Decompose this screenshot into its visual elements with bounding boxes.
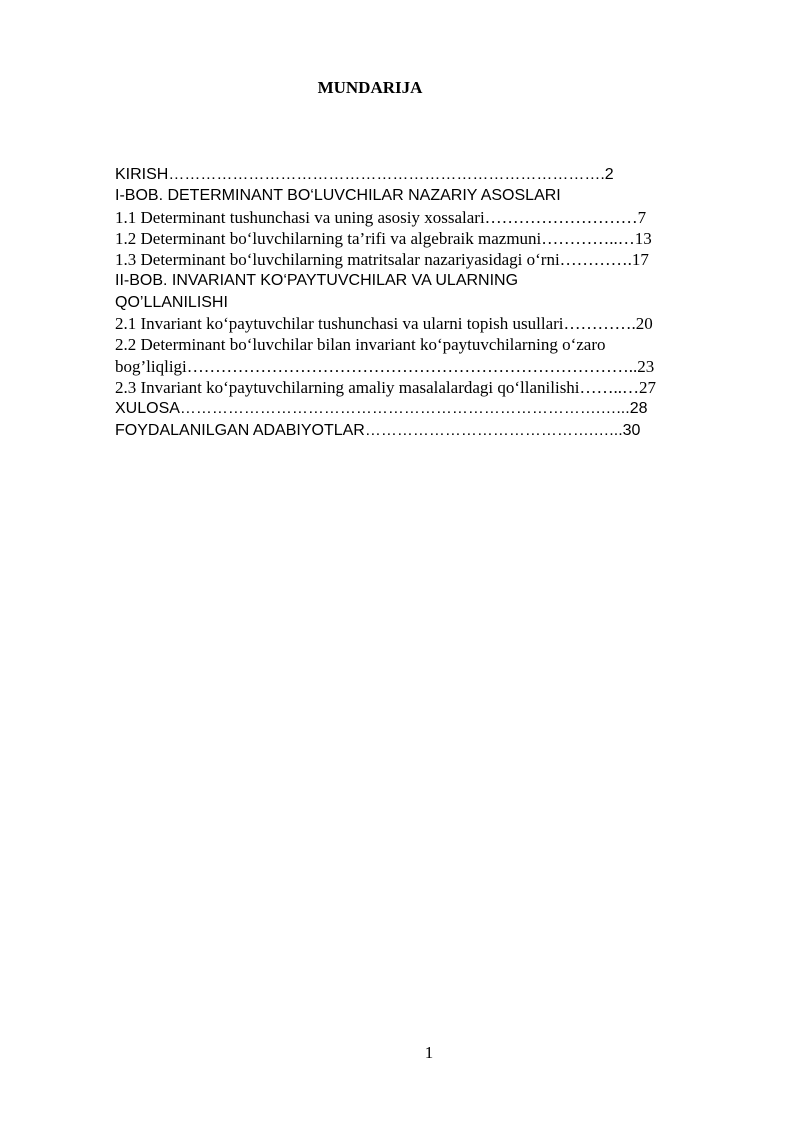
toc-heading-chapter-2[interactable]: II-BOB. INVARIANT KO‘PAYTUVCHILAR VA ULARNING xyxy=(115,272,519,290)
toc-entry-2-2[interactable]: 2.2 Determinant bo‘luvchilar bilan invariant ko‘paytuvchilarning o‘zaro xyxy=(115,335,606,355)
toc-entry-adabiyotlar[interactable]: FOYDALANILGAN ADABIYOTLAR…………………………………….…...30 xyxy=(115,421,641,439)
toc-entry-2-3[interactable]: 2.3 Invariant ko‘paytuvchilarning amaliy masalalardagi qo‘llanilishi……..…27 xyxy=(115,377,657,397)
page-number: 1 xyxy=(424,1043,434,1062)
toc-entry-2-2-cont[interactable]: bog’liqligi……………………………………………………………………..23 xyxy=(115,356,655,376)
toc-entry-2-1[interactable]: 2.1 Invariant ko‘paytuvchilar tushunchasi va ularni topish usullari………….20 xyxy=(115,314,653,334)
toc-entry-xulosa[interactable]: XULOSA…………………………………………………………………….…...28 xyxy=(115,400,648,418)
toc-entry-1-3[interactable]: 1.3 Determinant bo‘luvchilarning matritsalar nazariyasidagi o‘rni………….17 xyxy=(115,250,649,270)
toc-heading-chapter-1[interactable]: I-BOB. DETERMINANT BO‘LUVCHILAR NAZARIY ASOSLARI xyxy=(115,187,561,205)
table-of-contents xyxy=(115,164,715,441)
toc-heading-chapter-2-cont[interactable]: QO’LLANILISHI xyxy=(115,293,228,311)
page-title: MUNDARIJA xyxy=(317,78,423,97)
toc-entry-kirish[interactable]: KIRISH……………………………………………………………………….2 xyxy=(115,166,614,183)
toc-entry-1-2[interactable]: 1.2 Determinant bo‘luvchilarning ta’rifi va algebraik mazmuni…………..…13 xyxy=(115,228,652,248)
toc-entry-1-1[interactable]: 1.1 Determinant tushunchasi va uning asosiy xossalari………………………7 xyxy=(115,207,647,227)
